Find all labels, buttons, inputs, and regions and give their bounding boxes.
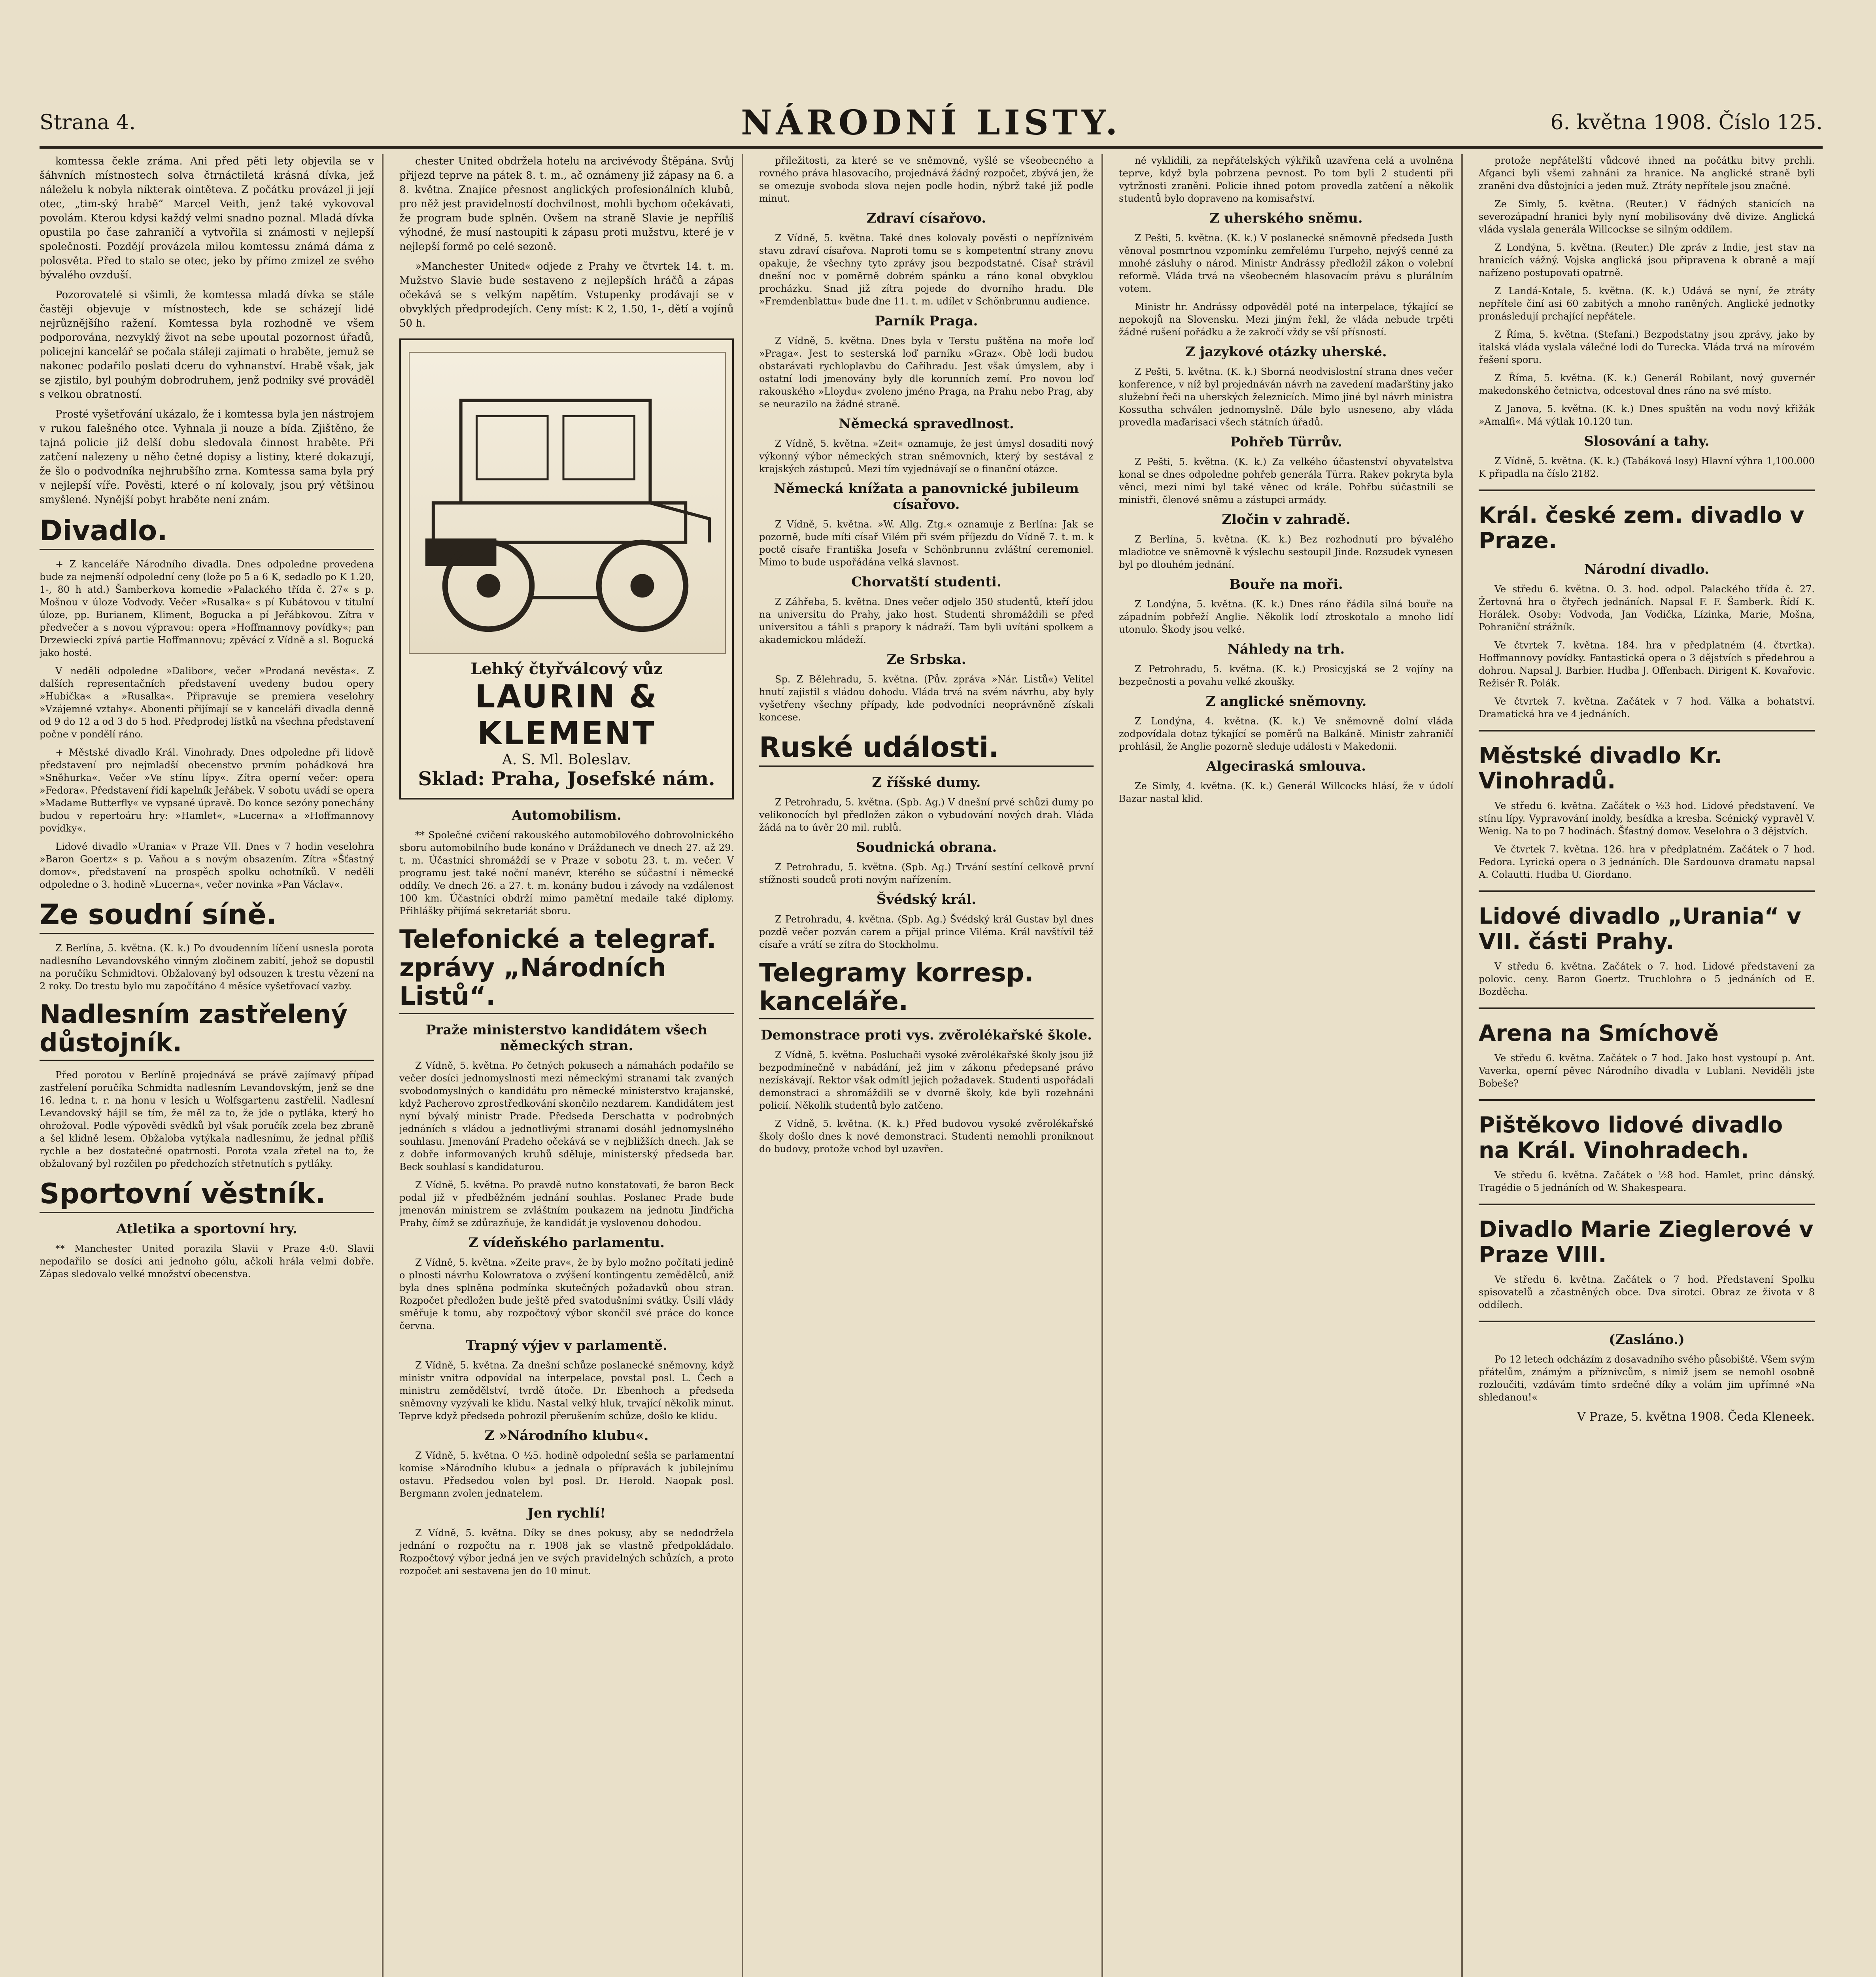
article-paragraph: Z Landá-Kotale, 5. května. (K. k.) Udává se nyní, že ztráty nepřítele činí asi 60 zabitých a mnoho raněných. Anglické jednotky pronásledují prchající nepřátele. (1479, 285, 1815, 322)
theatre-title-pistek: Pištěkovo lidové divadlo na Král. Vinohradech. (1479, 1112, 1783, 1163)
issue-date: 6. května 1908. Číslo 125. (1550, 111, 1823, 134)
news-paragraph: Z Berlína, 5. května. (K. k.) Bez rozhodnutí pro bývalého mladiotce ve sněmovně k výslechu sestoupil Jinde. Rozsudek vynesen byl po dlouhém jednání. (1119, 534, 1453, 570)
section-heading-divadlo: Divadlo. (40, 515, 374, 550)
signature-line: V Praze, 5. května 1908. Čeda Kleneek. (1577, 1410, 1815, 1424)
news-subheading: Zdraví císařovo. (866, 210, 986, 226)
theatre-subtitle: Národní divadlo. (1584, 561, 1710, 577)
theatre-program: Ve středu 6. května. O. 3. hod. odpol. Palackého třída č. 27. Žertovná hra o čtyřech jednáních. Napsal F. F. Šamberk. Řídí K. Horálek. Osoby: Vodvoda, Jan Vodička, Lízinka, Marie, Mošna, Pohraniční strážník. (1479, 584, 1815, 633)
zasla-paragraph: Po 12 letech odcházím z dosavadního svého působiště. Všem svým přátelům, známým a příznivcům, s nimiž jsem se nemohl osobně rozloučiti, vzdávám tímto srdečné díky a volám jim upřímné »Na shledanou!« (1479, 1354, 1815, 1403)
theatre-program: Ve středu 6. května. Začátek o 7 hod. Jako host vystoupí p. Ant. Vaverka, operní pěvec Národního divadla v Lublani. Neviděli jste Bobeše? (1479, 1053, 1815, 1089)
news-paragraph: Z Vídně, 5. května. »Zeit« oznamuje, že jest úmysl dosaditi nový výkonný výbor německých stran sněmovních, který by sestával z krajských zástupců. Mezi tím vyjednávají se o finanční otázce. (759, 438, 1094, 474)
ad-address: Sklad: Praha, Josefské nám. (418, 768, 715, 790)
column-2 (399, 154, 743, 1977)
telegram-paragraph: Z Vídně, 5. května. Díky se dnes pokusy, aby se nedodržela jednání o rozpočtu na r. 1908 jak se vlastně předpokládalo. Rozpočtový výbor jedná jen ve svých pravidelných schůzích, a proto rozpočet ani sestavena jen do 10 minut. (399, 1527, 734, 1576)
article-paragraph: příležitosti, za které se ve sněmovně, vyšlé se všeobecného a rovného práva hlasovacího, projednává žádný rozpočet, zbývá jen, že se omezuje svoboda slova nejen podle hodin, nýbrž také již podle minut. (759, 155, 1094, 204)
sport-paragraph: ** Manchester United porazila Slavii v Praze 4:0. Slavii nepodařilo se dosíci ani jednoho gólu, ačkoli hrála velmi dobře. Zápas sledovalo velké množství obecenstva. (40, 1243, 374, 1280)
theatre-program: Ve čtvrtek 7. května. 126. hra v předplatném. Začátek o 7 hod. Fedora. Lyrická opera o 3 jednáních. Dle Sardouova dramatu napsal A. Colautti. Hudba U. Giordano. (1479, 844, 1815, 880)
news-subheading: Bouře na moři. (1229, 576, 1343, 592)
news-paragraph: Z Vídně, 5. května. »W. Allg. Ztg.« oznamuje z Berlína: Jak se pozorně, bude míti císař Vilém při svém příjezdu do Vídně 7. t. m. k poctě císaře Františka Josefa v Schönbrunnu zvláštní ceremoniel. Mimo to bude uspořádána velká slavnost. (759, 519, 1094, 568)
theatre-paragraph: V neděli odpoledne »Dalibor«, večer »Prodaná nevěsta«. Z dalších representačních představení uvedeny budou opery »Hubička« a »Rusalka«. Připravuje se premiera veselohry »Vzájemné vztahy«. Abonenti přijímají se v kanceláři divadla denně od 9 do 12 a od 3 do 5 hod. Předprodej lístků na všechna představení počne v pondělí ráno. (40, 665, 374, 740)
article-paragraph: Z Říma, 5. května. (Stefani.) Bezpodstatny jsou zprávy, jako by italská vláda vyslala válečné lodi do Turecka. Vláda trvá na mírovém řešení sporu. (1479, 329, 1815, 365)
news-paragraph: Z Vídně, 5. května. (K. k.) Před budovou vysoké zvěrolékařské školy došlo dnes k nové demonstraci. Studenti nemohli proniknout do budovy, protože vchod byl uzavřen. (759, 1118, 1094, 1155)
column-1 (40, 154, 384, 1977)
telegram-paragraph: Z Vídně, 5. května. »Zeite prav«, že by bylo možno počítati jedině o plnosti návrhu Kolowratova o zvýšení kontingentu zemědělců, aniž byla dnes splněna podmínka skutečných požadavků obou stran. Rozpočet předložen bude ještě před svatodušními svátky. Úsilí vlády směřuje k tomu, aby rozpočtový výbor skončil své práce do konce června. (399, 1257, 734, 1331)
theatre-paragraph: + Z kanceláře Národního divadla. Dnes odpoledne provedena bude za nejmenší odpolední ceny (lože po 5 a 6 K, sedadlo po K 1.20, 1-, 80 h atd.) Šamberkova komedie »Palackého třída č. 27« s p. Mošnou v úloze Vodvody. Večer »Rusalka« s pí Kubátovou v titulní úloze, pp. Burianem, Kliment, Bogucka a pí Jeřábkovou. Zítra v předvečer a s novou výpravou: opera »Hoffmannovy povídky«; pan Drzewiecki zpívá partie Hoffmannovu; zpěvácí z Vídně a sl. Bogucká jako hosté. (40, 559, 374, 658)
section-heading-korresp: Telegramy korresp. kanceláře. (759, 959, 1094, 1019)
lottery-paragraph: Z Vídně, 5. května. (K. k.) (Tabáková losy) Hlavní výhra 1,100.000 K připadla na číslo 2182. (1479, 456, 1815, 479)
news-paragraph: Z Pešti, 5. května. (K. k.) V poslanecké sněmovně předseda Justh věnoval posmrtnou vzpomínku zemřelému Turpeho, nejvýš cenné za mnohé zásluhy o národ. Ministr Andrássy předložil zákon o volební reformě. Vláda trvá na všeobecném hlasovacím právu s plurálním votem. (1119, 232, 1453, 294)
news-subheading: Z jazykové otázky uherské. (1185, 344, 1387, 360)
news-paragraph: Sp. Z Bělehradu, 5. května. (Pův. zpráva »Nár. Listů«) Velitel hnutí zajistil s vládou dohodu. Vláda trvá na svém návrhu, aby byly vyšetřeny všechny případy, kde podvodníci neoprávněně získali koncese. (759, 674, 1094, 723)
automobile-illustration (409, 352, 726, 654)
telegram-paragraph: Z Vídně, 5. května. Po pravdě nutno konstatovati, že baron Beck podal již v předběžném jednání souhlas. Poslanec Prade bude jmenován ministrem se zvláštním poukazem na jednotu Jindřicha Prahy, čímž se zdůrazňuje, že kandidát je vyslovenou dohodou. (399, 1179, 734, 1229)
news-subheading: Parník Praga. (875, 313, 978, 329)
news-subheading: Zločin v zahradě. (1222, 512, 1351, 527)
article-paragraph: Z Janova, 5. května. (K. k.) Dnes spuštěn na vodu nový křižák »Amalfi«. Má výtlak 10.120 tun. (1479, 403, 1815, 427)
news-subheading: Ze Srbska. (886, 652, 966, 667)
theatre-paragraph: Lidové divadlo »Urania« v Praze VII. Dnes v 7 hodin veselohra »Baron Goertz« s p. Vaňou a s novým obsazením. Zítra »Šťastný domov«, představení na prospěch spolku ochotníků. V neděli odpoledne o 3. hodině »Lucerna«, večer novinka »Pan Václav«. (40, 841, 374, 890)
laurin-klement-advertisement (399, 338, 734, 799)
section-heading-russian: Ruské události. (759, 731, 1094, 767)
court-paragraph: Z Berlína, 5. května. (K. k.) Po dvoudenním líčení usnesla porota nadlesního Levandovského vinným zločinem zabití, jehož se dopustil na poručíku Schmidtovi. Obžalovaný byl odsouzen k trestu vězení na 2 roky. Do trestu bylo mu započítáno 4 měsíce vyšetřovací vazby. (40, 943, 374, 992)
page-number: Strana 4. (40, 111, 136, 134)
article-paragraph: né vyklidili, za nepřátelských výkřiků uzavřena celá a uvolněna teprve, když byla pobrzena pevnost. Po tom byli 2 studenti při vytržnosti zraněni. Policie ihned potom provedla zatčení a několik studentů bylo dopraveno na komisařství. (1119, 155, 1453, 204)
ad-tagline: Lehký čtyřválcový vůz (470, 660, 663, 678)
theatre-program: Ve středu 6. května. Začátek o 7 hod. Představení Spolku spisovatelů a zčastněných obce. Dva sirotci. Obraz ze života v 8 oddílech. (1479, 1274, 1815, 1310)
automobilism-heading: Automobilism. (512, 807, 622, 823)
news-paragraph: Z Petrohradu, 5. května. (Spb. Ag.) V dnešní prvé schůzi dumy po velikonocích byl předložen zákon o vybudování nových drah. Vláda žádá na to úvěr 20 mil. rublů. (759, 797, 1094, 833)
column-3 (759, 154, 1103, 1977)
news-subheading: Pohřeb Türrův. (1230, 434, 1342, 450)
theatre-listing (1479, 1021, 1815, 1090)
news-paragraph: Ze Simly, 4. května. (K. k.) Generál Willcocks hlásí, že v údolí Bazar nastal klid. (1119, 781, 1453, 804)
divider (1479, 490, 1815, 491)
theatre-title-mestske: Městské divadlo Kr. Vinohradů. (1479, 743, 1722, 794)
article-paragraph: protože nepřátelští vůdcové ihned na počátku bitvy prchli. Afganci byli všemi zahnáni za hranice. Na anglické straně byli zraněni dva důstojníci a jeden muž. Ztráty nepřítele jsou značné. (1479, 155, 1815, 191)
theatre-listing (1479, 1217, 1815, 1311)
article-paragraph: »Manchester United« odjede z Prahy ve čtvrtek 14. t. m. Mužstvo Slavie bude sestaveno z nejlepších hráčů a zápas očekává se s velkým napětím. Vstupenky prodávají se v obvyklých předprodejích. Ceny míst: K 2, 1.50, 1-, dětí a vojínů 50 h. (399, 261, 734, 329)
news-paragraph: Z Vídně, 5. května. Posluchači vysoké zvěrolékařské školy jsou již bezpodmínečně v nabádání, jež jim v zákonu předepsané právo nezískávají. Rektor však odmítl jejich požadavek. Studenti uspořádali demonstraci a shromáždili se v dvorně školy, kde byli rozehnáni policií. Několik studentů bylo zatčeno. (759, 1049, 1094, 1111)
masthead-title: NÁRODNÍ LISTY. (741, 103, 1122, 143)
theatre-program: Ve čtvrtek 7. května. Začátek v 7 hod. Válka a bohatství. Dramatická hra ve 4 jednáních. (1479, 696, 1815, 720)
telegram-subheading: Z vídeňského parlamentu. (468, 1235, 665, 1251)
sport-subheading: Atletika a sportovní hry. (116, 1221, 297, 1237)
divider (1479, 890, 1815, 892)
theatre-title-ziegler: Divadlo Marie Zieglerové v Praze VIII. (1479, 1217, 1814, 1268)
news-subheading: Soudnická obrana. (856, 839, 997, 855)
article-paragraph: Pozorovatelé si všimli, že komtessa mladá dívka se stále častěji objevuje v místnostech, kde se scházejí lidé nejrůznějšího ražení. Komtessa byla rozhodně ve všem podporována, nezvyklý život na sebe upoutal pozornost úřadů, policejní kancelář se počala stáleji zajímati o hraběte, jemuž se nakonec podařilo poslati dceru do vyhnanství. Hrabě však, jak se zjistilo, byl pouhým dobrodruhem, jenž podniky své prováděl s velkou obratností. (40, 289, 374, 401)
lottery-heading: Slosování a tahy. (1584, 433, 1710, 449)
telegram-paragraph: Z Vídně, 5. května. Za dnešní schůze poslanecké sněmovny, když ministr vnitra odpovídal na interpelace, povstal posl. L. Čech a ministru zemědělství, tvrdě útoče. Dr. Ebenhoch a předseda sněmovny vyzývali ke klidu. Nastal velký hluk, trvající několik minut. Teprve když předseda pohrozil přerušením schůze, došlo ke klidu. (399, 1360, 734, 1421)
news-paragraph: Z Londýna, 4. května. (K. k.) Ve sněmovně dolní vláda zodpovídala dotaz týkající se poměrů na Balkáně. Ministr zahraničí prohlásil, že Anglie pozorně sleduje události v Makedonii. (1119, 716, 1453, 752)
telegram-subheading: Z »Národního klubu«. (484, 1428, 649, 1444)
theatre-listing (1479, 1113, 1815, 1194)
columns-container (40, 154, 1823, 1977)
telegram-paragraph: Z Vídně, 5. května. O ½5. hodině odpolední sešla se parlamentní komise »Národního klubu« a jednala o přípravách k jubilejnímu ostavu. Předsedou volen byl posl. Dr. Herold. Naopak posl. Bergmann zvolen jednatelem. (399, 1450, 734, 1499)
article-paragraph: chester United obdržela hotelu na arcivévody Štěpána. Svůj přijezd teprve na pátek 8. t. m., ač oznámeny již zápasy na 6. a 8. května. Znajíce přesnost anglických profesionálních klubů, pro něž jest pravidelností dochvilnost, mohli bychom očekávati, že program bude splněn. Ovšem na straně Slavie je nepříliš výhodné, že musí nastoupiti k zápasu proti mužstvu, které je v nejlepší formě po celé sezoně. (399, 155, 734, 253)
news-subheading: Algeciraská smlouva. (1206, 758, 1366, 774)
news-subheading: Demonstrace proti vys. zvěrolékařské škole. (761, 1027, 1092, 1043)
article-paragraph: Z Londýna, 5. května. (Reuter.) Dle zpráv z Indie, jest stav na hranicích vážný. Vojska anglická jsou připravena k obraně a mají nařízeno postupovati opatrně. (1479, 242, 1815, 278)
section-heading-soud: Ze soudní síně. (40, 899, 374, 934)
news-subheading: Náhledy na trh. (1227, 641, 1345, 657)
telegram-subheading: Praže ministerstvo kandidátem všech německých stran. (425, 1022, 708, 1054)
news-paragraph: Z Pešti, 5. května. (K. k.) Za velkého účastenství obyvatelstva konal se dnes odpoledne pohřeb generála Türra. Rakev pokryta byla věnci, mezi nimi byl také věnec od krále. Pohřbu súčastnili se ministři, členové sněmu a zástupci armády. (1119, 456, 1453, 505)
article-heading-nadlesni: Nadlesním zastřelený důstojník. (40, 1000, 374, 1061)
news-paragraph: Z Petrohradu, 5. května. (K. k.) Prosicyjská se 2 vojíny na bezpečnosti a povahu velké zkoušky. (1119, 663, 1453, 687)
news-paragraph: Z Pešti, 5. května. (K. k.) Sborná neodvislostní strana dnes večer konference, v níž byl projednáván návrh na zavedení maďarštiny jako služební řeči na uherských železnicích. Mimo jiné byl návrh ministra Kossutha schválen jednomyslně. Dále bylo usneseno, aby vláda provedla maďarisaci všech státních úřadů. (1119, 366, 1453, 428)
theatre-listing (1479, 904, 1815, 998)
telegram-subheading: Jen rychlí! (527, 1505, 606, 1521)
section-heading-telegrams: Telefonické a telegraf. zprávy „Národních Listů“. (399, 925, 734, 1014)
divider (1479, 730, 1815, 731)
news-subheading: Švédský král. (876, 892, 977, 907)
news-subheading: Chorvatští studenti. (851, 574, 1001, 590)
news-subheading: Německá knížata a panovnické jubileum císařovo. (774, 481, 1079, 512)
news-paragraph: Z Záhřeba, 5. května. Dnes večer odjelo 350 studentů, kteří jdou na universitu do Prahy, jako host. Studenti shromáždili se před universitou a táhli s prapory k nádraží. Tam byli uvítáni spolkem a akademickou mládeží. (759, 596, 1094, 645)
theatre-title-urania: Lidové divadlo „Urania“ v VII. části Prahy. (1479, 903, 1801, 954)
ad-location: A. S. Ml. Boleslav. (502, 752, 631, 768)
article-paragraph: Prosté vyšetřování ukázalo, že i komtessa byla jen nástrojem v rukou falešného otce. Vyhnala ji nouze a bída. Zjištěno, že tajná policie již delší dobu sledovala činnost hraběte. Při zatčení nalezeny u něho četné dopisy a listiny, které dokazují, že šlo o podvodníka nejhrubšího zrna. Komtessa sama byla prý v nejlepší víře. Pověsti, které o ní kolovaly, jsou prý většinou smyšlené. Nynější pobyt hraběte není znám. (40, 408, 374, 506)
divider (1479, 1099, 1815, 1101)
telegram-paragraph: Z Vídně, 5. května. Po četných pokusech a námahách podařilo se večer dosíci jednomyslnosti mezi německými stranami tak zvaných svobodomyslných o kandidátu pro německé ministerstvo krajanské, když Pacherovo zprostředkování skončilo nezdarem. Kandidátem jest nyní bývalý ministr Prade. Předseda Derschatta v podrobných jednáních s vládou a jednotlivými stranami dosáhl jednomyslného souhlasu. Jmenování Pradeho očekává se v nejbližších dnech. Jak se z dobře informovaných kruhů sděluje, ministerský předseda bar. Beck souhlasí s kandidaturou. (399, 1060, 734, 1172)
article-paragraph: Ze Simly, 5. května. (Reuter.) V řádných stanicích na severozápadní hranici byly nyní mobilisovány dvě divize. Anglická vláda vyslala generála Willcockse se silným oddílem. (1479, 198, 1815, 235)
theatre-program: Ve středu 6. května. Začátek o ½8 hod. Hamlet, princ dánský. Tragédie o 5 jednáních od W. Shakespeara. (1479, 1170, 1815, 1193)
theatre-paragraph: + Městské divadlo Král. Vinohrady. Dnes odpoledne při lidově představení pro nejmladší obecenstvo prvním pohádková hra »Sněhurka«. Večer »Ve stínu lípy«. Zítra operní večer: opera »Fedora«. Představení řídí kapelník Jeřábek. V sobotu uvádí se opera »Madame Butterfly« ve vypsané úpravě. Do konce sezóny ponechány budou v repertoáru hry: »Hamlet«, »Lucerna« a »Hoffmannovy povídky«. (40, 747, 374, 834)
theatre-program: Ve středu 6. května. Začátek o ½3 hod. Lidové představení. Ve stínu lípy. Vypravování inoldy, besídka a kresba. Scénický vypravěl V. Wenig. Na to po 7 hodinách. Šťastný domov. Veselohra o 3 dějstvích. (1479, 800, 1815, 837)
news-paragraph: Z Vídně, 5. května. Také dnes kolovaly pověsti o nepříznivém stavu zdraví císařova. Naproti tomu se s kompetentní strany znovu opakuje, že všechny tyto zprávy jsou bezpodstatné. Císař strávil dnešní noc v poměrně dobrém spánku a ráno konal obvyklou procházku. Snad již zítra pojede do dvorního hradu. Dle »Fremdenblattu« bude dne 11. t. m. udílet v Schönbrunnu audience. (759, 232, 1094, 307)
news-subheading: Z anglické sněmovny. (1205, 694, 1367, 709)
theatre-listing (1479, 503, 1815, 720)
theatre-program: V středu 6. května. Začátek o 7. hod. Lidové představení za polovic. ceny. Baron Goertz. Truchlohra o 5 jednáních od E. Bozděcha. (1479, 961, 1815, 997)
automobilism-paragraph: ** Společné cvičení rakouského automobilového dobrovolnického sboru automobilního bude konáno v Dráždanech ve dnech 27. až 29. t. m. Účastníci shromáždí se v Praze v sobotu 23. t. m. večer. V programu jest také noční manévr, kterého se súčastní i německé oddíly. Ve dnech 26. a 27. t. m. konány budou i závody na vzdálenost 100 km. Účastníci obdrží mimo pamětní medaile také diplomy. Přihlášky přijímá sekretariát sboru. (399, 830, 734, 917)
divider (1479, 1007, 1815, 1009)
column-5 (1479, 154, 1823, 1977)
theatre-program: Ve čtvrtek 7. května. 184. hra v předplatném (4. čtvrtka). Hoffmannovy povídky. Fantastická opera o 3 dějstvích s předehrou a dohrou. Napsal J. Barbier. Hudba J. Offenbach. Dirigent K. Kovařovic. Režisér R. Polák. (1479, 640, 1815, 689)
news-subheading: Z uherského sněmu. (1209, 210, 1363, 226)
article-paragraph: Z Říma, 5. května. (K. k.) Generál Robilant, nový guvernér makedonského četnictva, odcestoval dnes ráno na své místo. (1479, 372, 1815, 396)
news-paragraph: Z Petrohradu, 4. května. (Spb. Ag.) Švédský král Gustav byl dnes pozdě večer pozván carem a přijal prince Viléma. Král navštívil též císaře a vrátí se zítra do Stockholmu. (759, 914, 1094, 950)
zasla-heading: (Zasláno.) (1609, 1332, 1685, 1348)
news-subheading: Německá spravedlnost. (839, 416, 1014, 432)
article-paragraph: komtessa čekle zráma. Ani před pěti lety objevila se v šáhvních místnostech solva čtrnáctiletá krásná dívka, jež náleželu k nobyla níkterak ointěteva. Z počátku provázel ji její otec, „tim-ský hrabě“ Marcel Veith, jenž také vykovoval povolám. Kterou kdysi každý velmi snadno poznal. Mladá dívka opustila po čase zahraničí a vytvořila si známosti v nejlepší společnosti. Pozdějí provázela milou komtessu známá dáma z polosvěta. Před to stalo se otec, jeko by přímo zmizel ze svého bývalého ovzduší. (40, 155, 374, 281)
theatre-title-kral: Král. české zem. divadlo v Praze. (1479, 503, 1804, 554)
theatre-listing (1479, 743, 1815, 881)
news-paragraph: Z Vídně, 5. května. Dnes byla v Terstu puštěna na moře loď »Praga«. Jest to sesterská loď parníku »Graz«. Obě lodi budou obstarávati rychloplavbu do Cařihradu. Jest však úmyslem, aby i ostatní lodi jmenovány byly dle korunních zemí. Pro novou loď rakouského »Lloydu« zvoleno jméno Praga, na Prahu nebo Prag, aby se neurazilo na žádné straně. (759, 335, 1094, 410)
news-paragraph: Ministr hr. Andrássy odpověděl poté na interpelace, týkající se nepokojů na Slovensku. Mezi jiným řekl, že vláda nebude trpěti žádné rušení pořádku a že zakročí vždy se vší přísností. (1119, 301, 1453, 338)
divider (1479, 1321, 1815, 1322)
ad-brand-name: LAURIN & KLEMENT (475, 678, 658, 752)
column-4 (1119, 154, 1463, 1977)
court-paragraph: Před porotou v Berlíně projednává se právě zajímavý případ zastřelení poručíka Schmidta nadlesním Levandovským, jenž se dne 16. ledna t. r. na honu v lesích u Wolfsgartenu zastřelil. Nadlesní Levandovský hájil se tím, že měl za to, že jde o pytláka, který ho ohrožoval. Podle výpovědi svědků byl však poručík zcela bez zbraně a šel klidně lesem. Obžaloba vytýkala nadlesnímu, že jednal příliš rychle a bez dostatečné opatrnosti. Porota vzala zřetel na to, že obžalovaný byl rozčilen po předchozích střetnutích s pytláky. (40, 1070, 374, 1169)
theatre-title-smichov: Arena na Smíchově (1479, 1021, 1719, 1046)
news-subheading: Z říšské dumy. (872, 775, 981, 790)
section-heading-sport: Sportovní věstník. (40, 1178, 374, 1213)
news-paragraph: Z Petrohradu, 5. května. (Spb. Ag.) Trvání sestíní celkově první stížnosti soudců proti novým nařízením. (759, 862, 1094, 885)
telegram-subheading: Trapný výjev v parlamentě. (466, 1338, 667, 1353)
divider (1479, 1204, 1815, 1205)
page-header (40, 99, 1823, 149)
news-paragraph: Z Londýna, 5. května. (K. k.) Dnes ráno řádila silná bouře na západním pobřeží Anglie. Několik lodí ztroskotalo a mnoho lidí utonulo. Škody jsou velké. (1119, 599, 1453, 635)
